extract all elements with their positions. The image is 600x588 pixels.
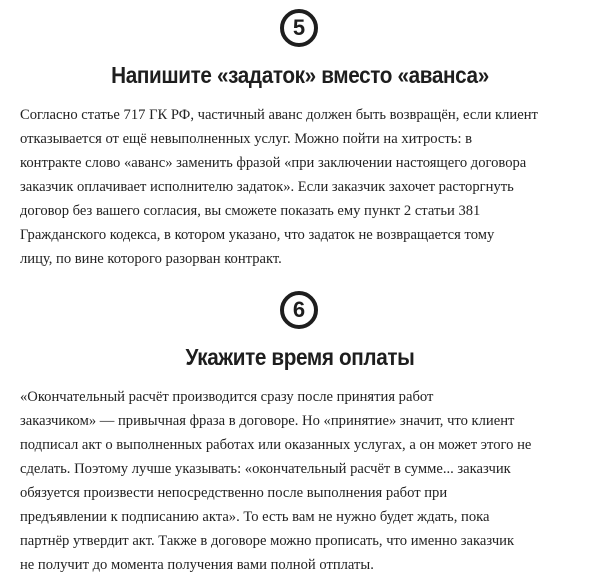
paragraph-line: Согласно статье 717 ГК РФ, частичный аванс должен быть возвращён, если клиент <box>20 107 538 123</box>
paragraph-line: Гражданского кодекса, в котором указано, что задаток не возвращается тому <box>20 227 495 243</box>
paragraph-line: обязуется произвести непосредственно после выполнения работ при <box>20 485 448 501</box>
paragraph-line: «Окончательный расчёт производится сразу после принятия работ <box>20 389 434 405</box>
paragraph-line: подписал акт о выполненных работах или оказанных услугах, а он может этого не <box>20 437 532 453</box>
section-number-badge: 6 <box>280 291 318 329</box>
paragraph-line: лицу, по вине которого разорван контракт. <box>20 251 282 267</box>
paragraph-line: сделать. Поэтому лучше указывать: «окончательный расчёт в сумме... заказчик <box>20 461 511 477</box>
section-paragraph <box>20 103 538 271</box>
section-number-badge: 5 <box>280 9 318 47</box>
paragraph-line: отказывается от ещё невыполненных услуг. Можно пойти на хитрость: в <box>20 131 473 147</box>
section-heading: Напишите «задаток» вместо «аванса» <box>111 62 489 88</box>
paragraph-line: контракте слово «аванс» заменить фразой «при заключении настоящего договора <box>20 155 527 171</box>
paragraph-line: не получит до момента получения вами полной отплаты. <box>20 557 374 573</box>
paragraph-line: заказчик оплачивает исполнителю задаток». Если заказчик захочет расторгнуть <box>20 179 514 195</box>
paragraph-line: заказчиком» — привычная фраза в договоре. Но «принятие» значит, что клиент <box>20 413 515 429</box>
section-heading: Укажите время оплаты <box>185 344 415 370</box>
paragraph-line: предъявлении к подписанию акта». То есть вам не нужно будет ждать, пока <box>20 509 490 525</box>
paragraph-line: партнёр утвердит акт. Также в договоре можно прописать, что именно заказчик <box>20 533 515 549</box>
section-paragraph <box>20 385 531 577</box>
paragraph-line: договор без вашего согласия, вы сможете показать ему пункт 2 статьи 381 <box>20 203 481 219</box>
